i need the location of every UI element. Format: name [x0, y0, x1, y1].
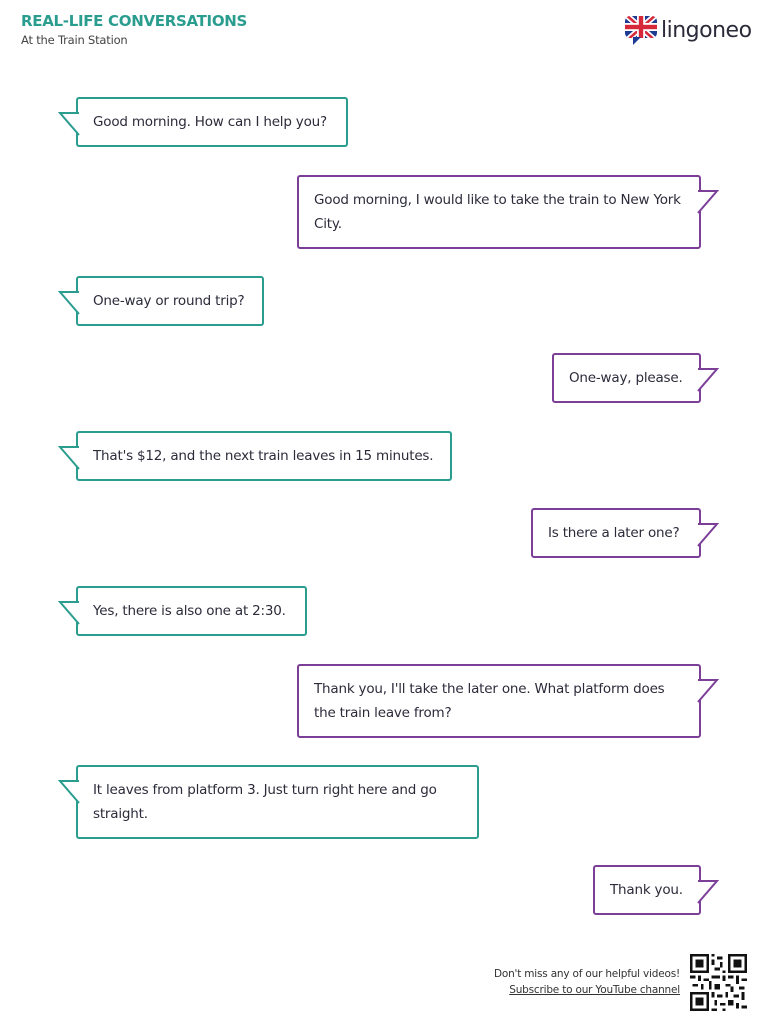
- lingoneo-logo[interactable]: [624, 12, 752, 48]
- message-bubble-left: [76, 97, 348, 147]
- message-bubble-right: [297, 664, 701, 738]
- qr-code-icon[interactable]: [690, 954, 747, 1011]
- message-text: Thank you.: [610, 882, 683, 898]
- speech-tail-icon: [697, 678, 719, 710]
- message-text: Good morning. How can I help you?: [93, 114, 327, 130]
- speech-tail-icon: [58, 290, 80, 322]
- speech-tail-icon: [697, 522, 719, 554]
- speech-tail-icon: [697, 189, 719, 221]
- message-bubble-left: [76, 765, 479, 839]
- footer-promo-text: Don't miss any of our helpful videos!: [493, 968, 680, 980]
- message-text: Yes, there is also one at 2:30.: [93, 603, 286, 619]
- page-subtitle: At the Train Station: [21, 33, 128, 47]
- uk-flag-speech-bubble-icon: [624, 13, 658, 47]
- footer-text: [494, 966, 680, 998]
- message-text: Is there a later one?: [548, 525, 680, 541]
- message-bubble-left: [76, 431, 452, 481]
- message-text: That's $12, and the next train leaves in 15 minutes.: [93, 448, 434, 464]
- speech-tail-icon: [58, 111, 80, 143]
- message-bubble-right: [297, 175, 701, 249]
- message-text: One-way, please.: [569, 370, 683, 386]
- logo-text: lingoneo: [661, 17, 752, 43]
- speech-tail-icon: [697, 879, 719, 911]
- page-title: REAL-LIFE CONVERSATIONS: [21, 12, 248, 30]
- speech-tail-icon: [58, 445, 80, 477]
- message-text: Good morning, I would like to take the train to New York City.: [314, 192, 681, 232]
- message-bubble-left: [76, 586, 307, 636]
- message-text: Thank you, I'll take the later one. What platform does the train leave from?: [314, 681, 665, 721]
- speech-tail-icon: [58, 779, 80, 811]
- youtube-subscribe-link[interactable]: Subscribe to our YouTube channel: [509, 984, 680, 996]
- speech-tail-icon: [697, 367, 719, 399]
- message-bubble-right: [552, 353, 701, 403]
- message-bubble-right: [593, 865, 701, 915]
- message-bubble-left: [76, 276, 264, 326]
- message-bubble-right: [531, 508, 701, 558]
- speech-tail-icon: [58, 600, 80, 632]
- message-text: It leaves from platform 3. Just turn right here and go straight.: [93, 782, 437, 822]
- message-text: One-way or round trip?: [93, 293, 245, 309]
